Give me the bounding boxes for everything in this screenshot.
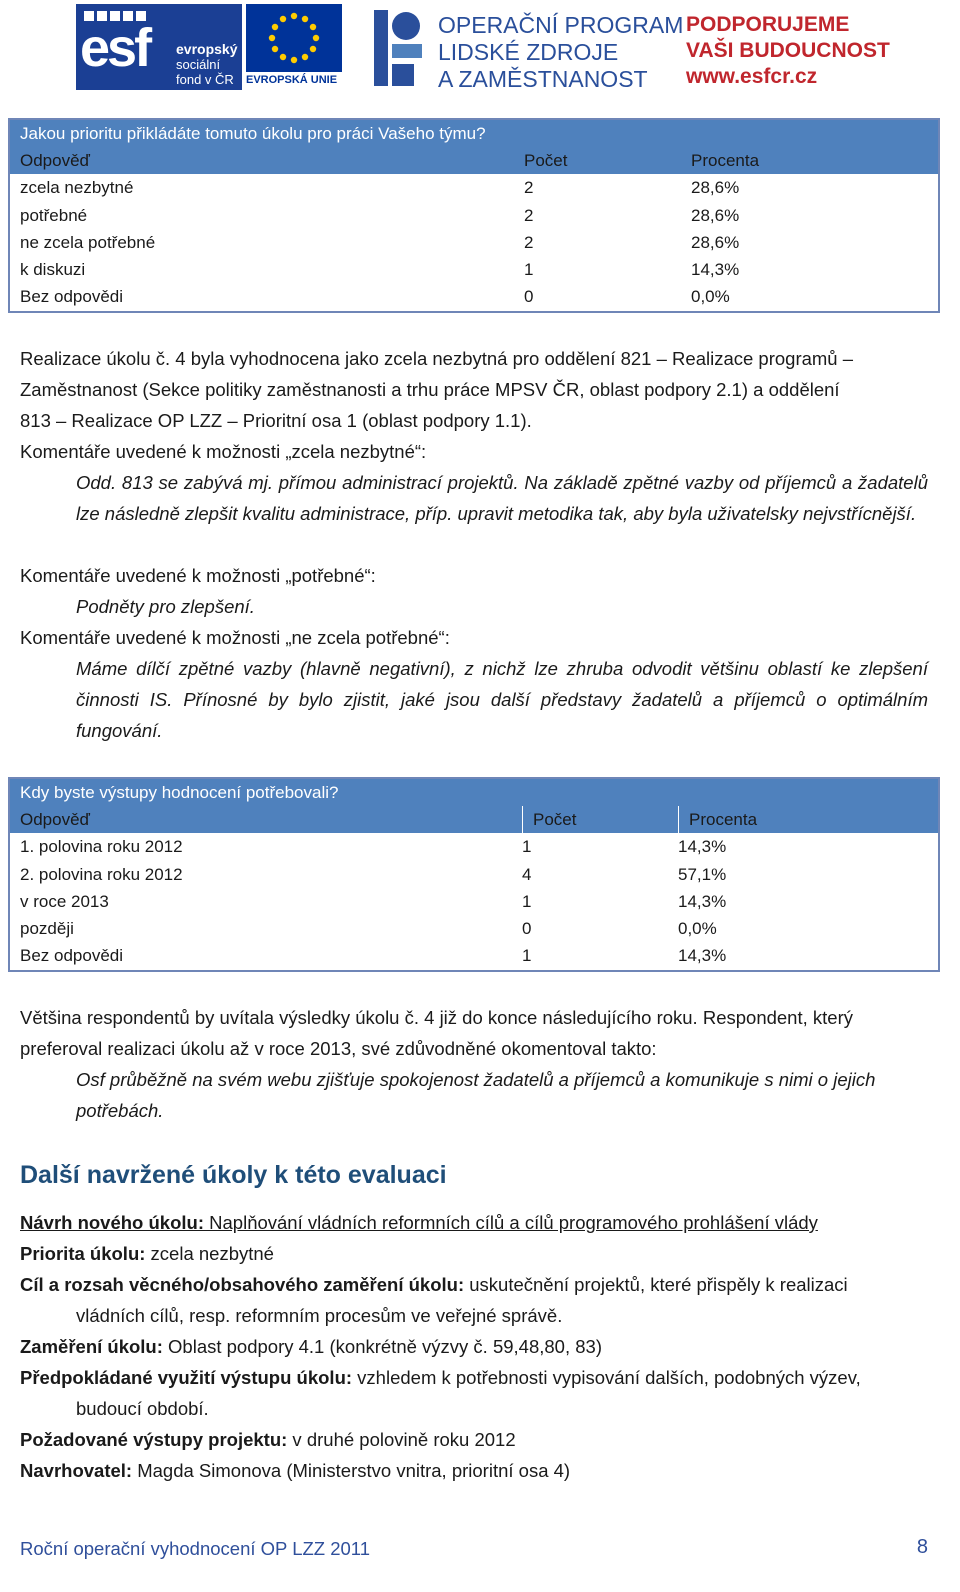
proposal-label: Návrh nového úkolu: xyxy=(20,1212,204,1233)
table-row: zcela nezbytné 2 28,6% xyxy=(20,178,740,198)
eu-caption: EVROPSKÁ UNIE xyxy=(246,74,338,86)
esf-logo-text: evropský sociální fond v ČR xyxy=(176,41,238,87)
op-lzz-title: OPERAČNÍ PROGRAM LIDSKÉ ZDROJE A ZAMĚSTNANOST xyxy=(438,12,684,92)
comment-text: Máme dílčí zpětné vazby (hlavně negativní), z nichž lze zhruba odvodit většinu oblastí ke zlepšení činnosti IS. Přínosné by bylo zjistit, jaké jsou další představy žadatelů a příjemců o optimálním fungování. xyxy=(76,658,928,741)
paragraph-line: Realizace úkolu č. 4 byla vyhodnocena jako zcela nezbytná pro oddělení 821 – Realizace programů – xyxy=(20,348,854,369)
proposer-value: Magda Simonova (Ministerstvo vnitra, prioritní osa 4) xyxy=(132,1460,571,1481)
esf-logo-letters: esf xyxy=(80,18,150,78)
table-row: ne zcela potřebné 2 28,6% xyxy=(20,232,740,252)
comment-label: Komentáře uvedené k možnosti „ne zcela potřebné“: xyxy=(20,627,450,648)
op-lzz-mark-icon xyxy=(372,8,426,88)
slogan: PODPORUJEME VAŠI BUDOUCNOST www.esfcr.cz xyxy=(686,13,890,88)
outputs-line xyxy=(20,1424,928,1455)
outputs-value: v druhé polovině roku 2012 xyxy=(287,1429,516,1450)
header-cell: Počet xyxy=(524,151,568,170)
table-row: 1. polovina roku 2012 1 14,3% xyxy=(20,837,727,857)
table-row: Bez odpovědi 1 14,3% xyxy=(20,946,727,966)
comment-label: Komentáře uvedené k možnosti „potřebné“: xyxy=(20,565,376,586)
proposal-value: Naplňování vládních reformních cílů a cílů programového prohlášení vlády xyxy=(204,1212,818,1233)
paragraph-line: preferoval realizaci úkolu až v roce 2013, své zdůvodněné okomentoval takto: xyxy=(20,1038,657,1059)
priority-value: zcela nezbytné xyxy=(145,1243,274,1264)
page-number: 8 xyxy=(916,1536,928,1558)
proposer-line xyxy=(20,1455,928,1486)
comment-text: Odd. 813 se zabývá mj. přímou administrací projektů. Na základě zpětné vazby od příjemců a žadatelů lze následně zlepšit kvalitu administrace, příp. upravit metodika tak, aby byla uživatelsky nejvstřícnější. xyxy=(76,472,928,524)
header-logos xyxy=(76,4,896,94)
goal-value: uskutečnění projektů, které přispěly k realizaci xyxy=(464,1274,848,1295)
section-title: Další navržené úkoly k této evaluaci xyxy=(20,1161,447,1189)
usage-value: vzhledem k potřebnosti vypisování dalších, podobných výzev, xyxy=(352,1367,861,1388)
footer-title: Roční operační vyhodnocení OP LZZ 2011 xyxy=(20,1538,371,1559)
eu-logo xyxy=(246,4,346,90)
table-row: 2. polovina roku 2012 4 57,1% xyxy=(20,864,727,884)
priority-line xyxy=(20,1238,928,1269)
paragraph-line: 813 – Realizace OP LZZ – Prioritní osa 1 (oblast podpory 1.1). xyxy=(20,410,532,431)
focus-label: Zaměření úkolu: xyxy=(20,1336,163,1357)
op-lzz-logo xyxy=(372,8,684,94)
table-row: později 0 0,0% xyxy=(20,919,717,939)
header-cell: Počet xyxy=(522,806,678,833)
table-title: Kdy byste výstupy hodnocení potřebovali? xyxy=(10,779,938,806)
header-cell: Procenta xyxy=(678,806,918,833)
paragraph-line: Většina respondentů by uvítala výsledky úkolu č. 4 již do konce následujícího roku. Respondent, který xyxy=(20,1007,853,1028)
proposal-line xyxy=(20,1207,928,1238)
usage-line xyxy=(20,1362,928,1393)
table-row: Bez odpovědi 0 0,0% xyxy=(20,287,730,307)
table-row: k diskuzi 1 14,3% xyxy=(20,260,740,280)
table-title: Jakou prioritu přikládáte tomuto úkolu pro práci Vašeho týmu? xyxy=(10,120,938,147)
header-cell: Odpověď xyxy=(20,810,90,829)
table-header-row xyxy=(10,806,938,833)
usage-continuation: budoucí období. xyxy=(76,1398,209,1419)
table-row: potřebné 2 28,6% xyxy=(20,205,740,225)
table-row: v roce 2013 1 14,3% xyxy=(20,891,727,911)
proposer-label: Navrhovatel: xyxy=(20,1460,133,1481)
paragraph-line: Zaměstnanost (Sekce politiky zaměstnanosti a trhu práce MPSV ČR, oblast podpory 2.1) a oddělení xyxy=(20,379,840,400)
focus-value: Oblast podpory 4.1 (konkrétně výzvy č. 59,48,80, 83) xyxy=(162,1336,602,1357)
outputs-label: Požadované výstupy projektu: xyxy=(20,1429,288,1450)
eu-flag-icon xyxy=(246,4,342,72)
header-cell: Odpověď xyxy=(20,151,90,170)
esf-logo xyxy=(76,4,242,90)
quote-text: Osf průběžně na svém webu zjišťuje spokojenost žadatelů a příjemců a komunikuje s nimi o jejich potřebách. xyxy=(76,1069,876,1121)
goal-label: Cíl a rozsah věcného/obsahového zaměření úkolu: xyxy=(20,1274,465,1295)
comment-label: Komentáře uvedené k možnosti „zcela nezbytné“: xyxy=(20,441,427,462)
goal-line xyxy=(20,1269,928,1300)
goal-continuation: vládních cílů, resp. reformním procesům ve veřejné správě. xyxy=(76,1305,563,1326)
header-cell: Procenta xyxy=(691,151,760,170)
priority-table xyxy=(8,118,940,313)
priority-label: Priorita úkolu: xyxy=(20,1243,146,1264)
focus-line xyxy=(20,1331,928,1362)
table-header-row xyxy=(10,147,938,174)
comment-text: Podněty pro zlepšení. xyxy=(76,596,255,617)
timing-table xyxy=(8,777,940,972)
usage-label: Předpokládané využití výstupu úkolu: xyxy=(20,1367,353,1388)
